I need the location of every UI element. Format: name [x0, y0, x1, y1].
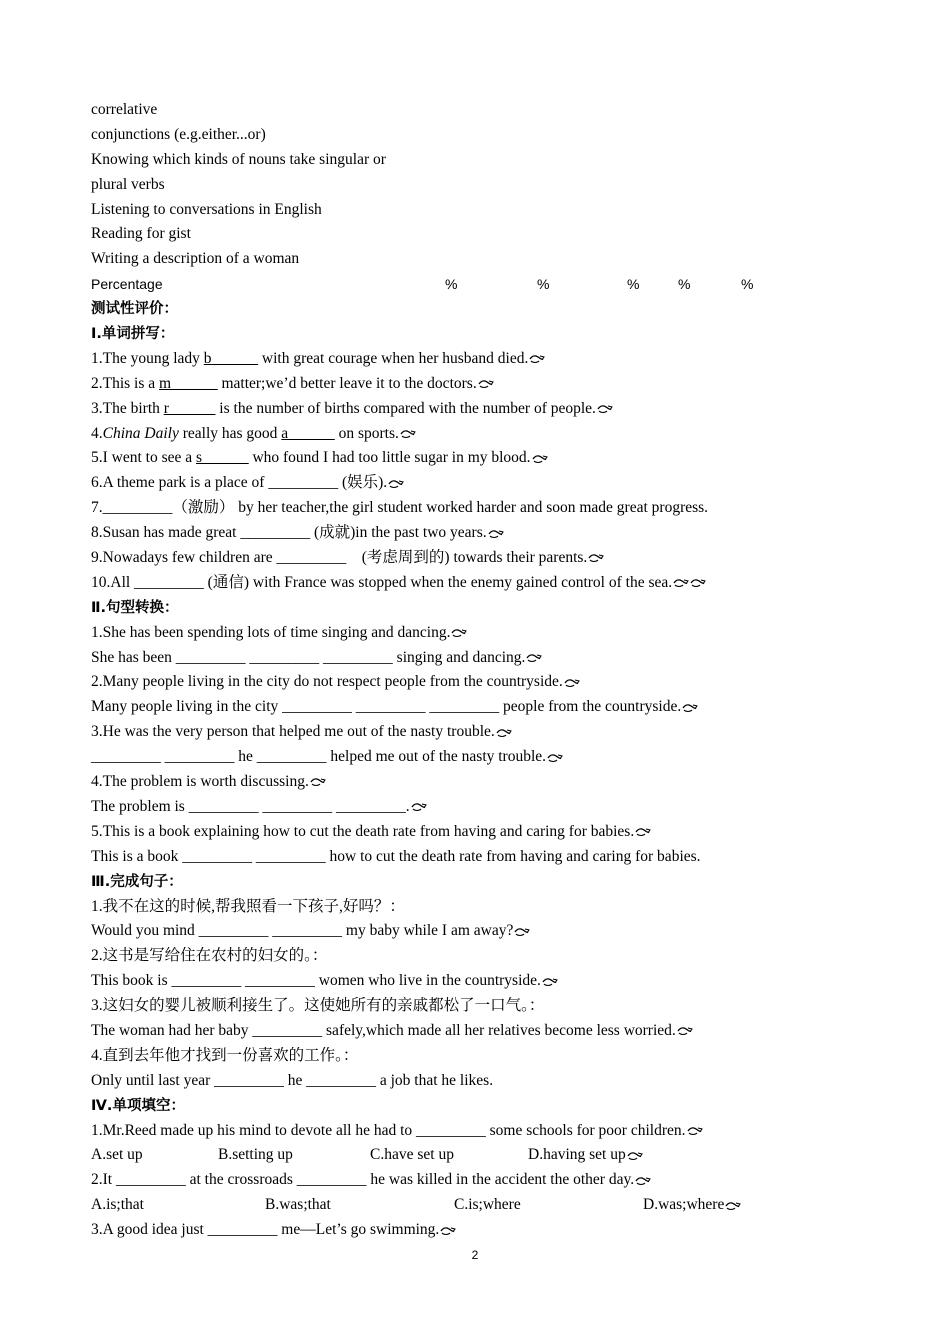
paragraph-mark-icon	[597, 403, 613, 415]
paragraph-mark-icon	[388, 478, 404, 490]
answer-line: The problem is _________ _________ _________.	[91, 795, 771, 820]
question: 2.This is a m______ matter;we’d better leave it to the doctors.	[91, 372, 771, 397]
table-row-label: Listening to conversations in English	[91, 200, 322, 218]
question: 2.It _________ at the crossroads _________ he was killed in the accident the other day.	[91, 1168, 771, 1193]
question: 8.Susan has made great _________ (成就)in the past two years.	[91, 521, 771, 546]
option-c: C.is;where	[454, 1196, 521, 1214]
options-row	[91, 1143, 771, 1168]
percentage-cell: %	[678, 276, 691, 293]
question: 3.The birth r______ is the number of births compared with the number of people.	[91, 397, 771, 422]
option-a: A.set up	[91, 1146, 143, 1164]
percentage-row	[91, 272, 771, 297]
paragraph-mark-icon	[588, 552, 604, 564]
option-c: C.have set up	[370, 1146, 454, 1164]
question: 4.China Daily really has good a______ on sports.	[91, 422, 771, 447]
answer-line: This book is _________ _________ women who live in the countryside.	[91, 969, 771, 994]
question: 5.I went to see a s______ who found I had too little sugar in my blood.	[91, 446, 771, 471]
table-row-label: Knowing which kinds of nouns take singular or	[91, 150, 386, 168]
question: 3.He was the very person that helped me out of the nasty trouble.	[91, 720, 771, 745]
table-row-label: correlative	[91, 101, 158, 118]
options-row	[91, 1193, 771, 1218]
answer-line: Only until last year _________ he _________ a job that he likes.	[91, 1071, 494, 1089]
section-title: Ⅱ.句型转换：	[91, 599, 179, 616]
option-b: B.setting up	[218, 1146, 293, 1164]
percentage-cell: %	[445, 276, 458, 293]
paragraph-mark-icon	[677, 1025, 693, 1037]
paragraph-mark-icon	[440, 1225, 456, 1237]
paragraph-mark-icon	[542, 976, 558, 988]
paragraph-mark-icon	[529, 353, 545, 365]
paragraph-mark-icon	[673, 577, 689, 589]
paragraph-mark-icon	[532, 453, 548, 465]
answer-line: _________ _________ he _________ helped me out of the nasty trouble.	[91, 745, 771, 770]
question: 1.She has been spending lots of time singing and dancing.	[91, 621, 771, 646]
question: 3.A good idea just _________ me—Let’s go swimming.	[91, 1218, 771, 1243]
question: 9.Nowadays few children are _________ (考虑周到的) towards their parents.	[91, 546, 771, 571]
paragraph-mark-icon	[635, 826, 651, 838]
paragraph-mark-icon	[488, 528, 504, 540]
section-title: Ⅰ.单词拼写：	[91, 326, 175, 343]
question: 5.This is a book explaining how to cut the death rate from having and caring for babies.	[91, 820, 771, 845]
table-row-label: plural verbs	[91, 175, 165, 193]
paragraph-mark-icon	[400, 428, 416, 440]
paragraph-mark-icon	[564, 677, 580, 689]
question: 10.All _________ (通信) with France was stopped when the enemy gained control of the sea.	[91, 571, 771, 596]
paragraph-mark-icon	[635, 1175, 651, 1187]
section-title: Ⅲ.完成句子：	[91, 873, 183, 890]
table-row-label: conjunctions (e.g.either...or)	[91, 125, 266, 143]
paragraph-mark-icon	[687, 1125, 703, 1137]
percentage-cell: %	[627, 276, 640, 293]
table-row-label: Reading for gist	[91, 225, 191, 243]
paragraph-mark-icon	[310, 776, 326, 788]
paragraph-mark-icon	[547, 752, 563, 764]
paragraph-mark-icon	[451, 627, 467, 639]
question: 1.The young lady b______ with great courage when her husband died.	[91, 347, 771, 372]
question: 1.Mr.Reed made up his mind to devote all he had to _________ some schools for poor children.	[91, 1119, 771, 1144]
option-d: D.was;where	[643, 1193, 741, 1218]
table-row-label: Writing a description of a woman	[91, 250, 300, 268]
answer-line: The woman had her baby _________ safely,which made all her relatives become less worried.	[91, 1019, 771, 1044]
paragraph-mark-icon	[690, 577, 706, 589]
paragraph-mark-icon	[526, 652, 542, 664]
question: 6.A theme park is a place of _________ (娱乐).	[91, 471, 771, 496]
document-page	[91, 98, 771, 1243]
section-title: Ⅳ.单项填空：	[91, 1097, 185, 1114]
answer-line: Would you mind _________ _________ my baby while I am away?	[91, 919, 771, 944]
question: 4.直到去年他才找到一份喜欢的工作。：	[91, 1046, 359, 1064]
question: 2.Many people living in the city do not respect people from the countryside.	[91, 670, 771, 695]
percentage-cell: %	[741, 276, 754, 293]
percentage-label: Percentage	[91, 276, 163, 293]
paragraph-mark-icon	[682, 702, 698, 714]
paragraph-mark-icon	[478, 378, 494, 390]
paragraph-mark-icon	[514, 926, 530, 938]
evaluation-title: 测试性评价：	[91, 301, 178, 318]
question: 2.这书是写给住在农村的妇女的。：	[91, 947, 328, 965]
question: 4.The problem is worth discussing.	[91, 770, 771, 795]
answer-line: She has been _________ _________ _________ singing and dancing.	[91, 646, 771, 671]
option-b: B.was;that	[265, 1196, 331, 1214]
question: 1.我不在这的时候,帮我照看一下孩子,好吗？：	[91, 897, 405, 915]
answer-line: This is a book _________ _________ how to cut the death rate from having and caring for babies.	[91, 847, 701, 865]
question: 7._________（激励） by her teacher,the girl student worked harder and soon made great progress.	[91, 499, 709, 517]
paragraph-mark-icon	[411, 801, 427, 813]
option-d: D.having set up	[528, 1143, 643, 1168]
paragraph-mark-icon	[496, 727, 512, 739]
option-a: A.is;that	[91, 1196, 144, 1214]
page-number: 2	[471, 1248, 479, 1262]
paragraph-mark-icon	[725, 1200, 741, 1212]
paragraph-mark-icon	[627, 1150, 643, 1162]
answer-line: Many people living in the city _________ _________ _________ people from the countryside.	[91, 695, 771, 720]
percentage-cell: %	[537, 276, 550, 293]
question: 3.这妇女的婴儿被顺利接生了。这使她所有的亲戚都松了一口气。：	[91, 997, 545, 1015]
